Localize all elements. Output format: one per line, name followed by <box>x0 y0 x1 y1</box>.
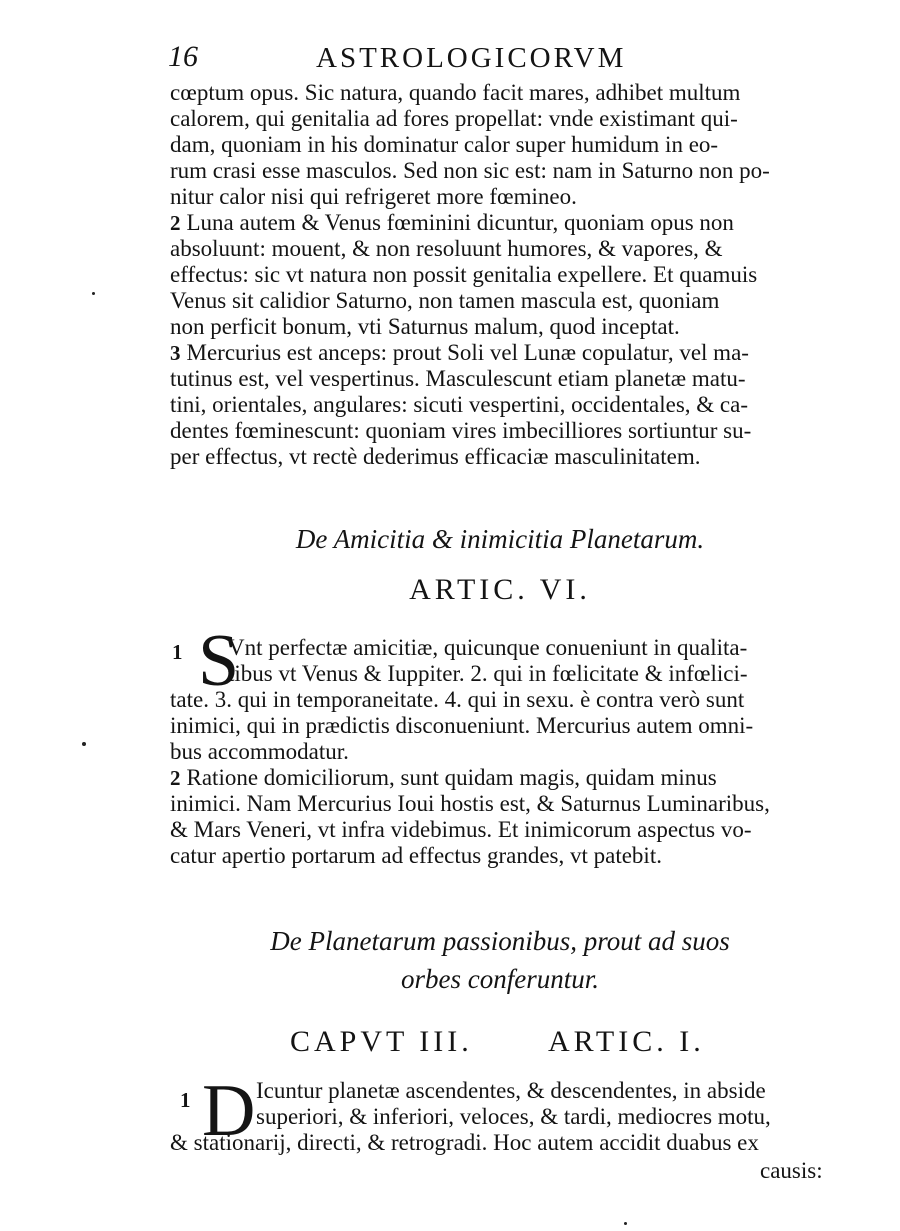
text-line: bus accommodatur. <box>170 739 349 764</box>
paragraph-number: 3 <box>170 341 181 365</box>
section-heading: De Amicitia & inimicitia Planetarum. <box>295 524 705 554</box>
text-line: non perficit bonum, vti Saturnus malum, quod inceptat. <box>170 314 680 339</box>
article-number: ARTIC. VI. <box>409 573 591 606</box>
paragraph-block-3 <box>170 1078 860 1156</box>
text-line: absoluunt: mouent, & non resoluunt humores, & vapores, & <box>170 236 723 261</box>
drop-cap: S <box>198 620 240 702</box>
text-line: tate. 3. qui in temporaneitate. 4. qui in sexu. è contra verò sunt <box>170 687 745 712</box>
text-line-content: Ratione domiciliorum, sunt quidam magis, quidam minus <box>186 765 717 790</box>
text-line <box>170 765 860 791</box>
page-header <box>168 40 868 80</box>
text-line: nitur calor nisi qui refrigeret more fœmineo. <box>170 184 577 209</box>
article-number: ARTIC. I. <box>548 1025 705 1058</box>
text-line: Vnt perfectæ amicitiæ, quicunque conueniunt in qualita- <box>228 635 748 660</box>
paragraph-block-2 <box>170 635 860 869</box>
ink-speck <box>82 742 86 746</box>
ink-speck <box>92 292 95 295</box>
section-heading-line: De Planetarum passionibus, prout ad suos <box>270 926 730 956</box>
chapter-number: CAPVT III. <box>290 1025 473 1058</box>
text-line: rum crasi esse masculos. Sed non sic est: nam in Saturno non po- <box>170 158 770 183</box>
text-line: dentes fœminescunt: quoniam vires imbecilliores sortiuntur su- <box>170 418 752 443</box>
text-line <box>170 340 860 366</box>
text-line: effectus: sic vt natura non possit genitalia expellere. Et quamuis <box>170 262 758 287</box>
text-line: calorem, qui genitalia ad fores propellat: vnde existimant qui- <box>170 106 738 131</box>
catchword: causis: <box>760 1158 823 1183</box>
page-number: 16 <box>168 40 198 73</box>
drop-cap: D <box>202 1070 256 1152</box>
text-line: tutinus est, vel vespertinus. Masculescunt etiam planetæ matu- <box>170 366 746 391</box>
ink-speck <box>624 1222 627 1225</box>
text-line: tini, orientales, angulares: sicuti vespertini, occidentales, & ca- <box>170 392 748 417</box>
text-line: Icuntur planetæ ascendentes, & descendentes, in abside <box>256 1078 766 1103</box>
paragraph-number: 1 <box>180 1088 191 1112</box>
text-line: per effectus, vt rectè dederimus efficaciæ masculinitatem. <box>170 444 701 469</box>
text-line: inimici. Nam Mercurius Ioui hostis est, & Saturnus Luminaribus, <box>170 791 770 816</box>
paragraph-number: 1 <box>172 640 183 664</box>
text-line-content: Luna autem & Venus fœminini dicuntur, quoniam opus non <box>186 210 734 235</box>
text-line: Venus sit calidior Saturno, non tamen mascula est, quoniam <box>170 288 720 313</box>
text-line: & Mars Veneri, vt infra videbimus. Et inimicorum aspectus vo- <box>170 817 752 842</box>
paragraph-block-1 <box>170 80 860 470</box>
text-line: superiori, & inferiori, veloces, & tardi, mediocres motu, <box>256 1104 771 1129</box>
paragraph-number: 2 <box>170 211 181 235</box>
text-line: tibus vt Venus & Iuppiter. 2. qui in fœlicitate & infœlici- <box>228 661 748 686</box>
text-line-content: Mercurius est anceps: prout Soli vel Lunæ copulatur, vel ma- <box>186 340 749 365</box>
text-line: inimici, qui in prædictis disconueniunt. Mercurius autem omni- <box>170 713 754 738</box>
text-line: catur apertio portarum ad effectus grandes, vt patebit. <box>170 843 662 868</box>
paragraph-number: 2 <box>170 766 181 790</box>
text-line: cœptum opus. Sic natura, quando facit mares, adhibet multum <box>170 80 741 105</box>
text-line: & stationarij, directi, & retrogradi. Hoc autem accidit duabus ex <box>170 1130 759 1155</box>
text-line <box>170 210 860 236</box>
section-heading-line: orbes conferuntur. <box>401 964 599 994</box>
text-line: dam, quoniam in his dominatur calor super humidum in eo- <box>170 132 719 157</box>
running-title: ASTROLOGICORVM <box>316 42 627 74</box>
